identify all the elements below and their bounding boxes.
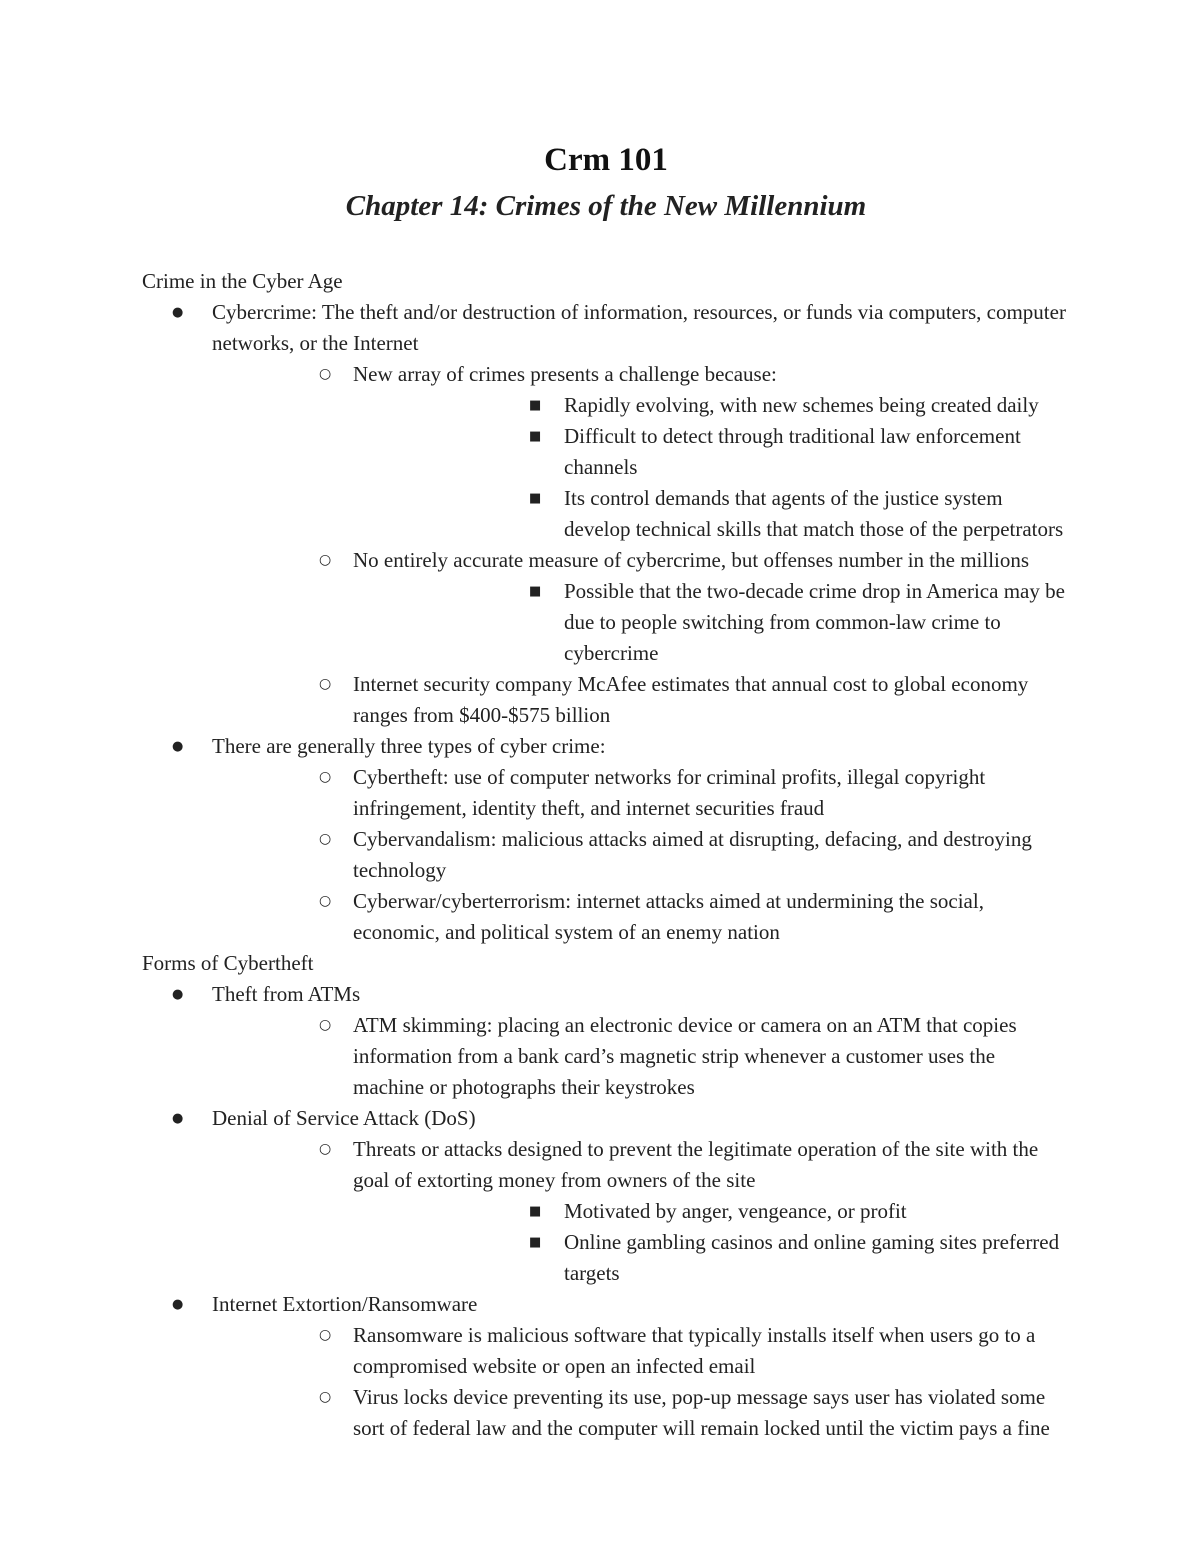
list-item-level-2: [282, 359, 1070, 545]
list-item-level-1: [142, 1103, 1070, 1289]
list-item-level-3: [494, 483, 1070, 545]
hollow-circle-bullet-icon: ○: [319, 676, 332, 692]
list-item-level-2: [282, 669, 1070, 731]
list-item-level-2: [282, 1134, 1070, 1289]
list-item-level-2: [282, 1382, 1070, 1444]
hollow-circle-bullet-icon: ○: [319, 769, 332, 785]
list-item-text: New array of crimes presents a challenge because:: [353, 362, 777, 386]
hollow-circle-bullet-icon: ○: [319, 552, 332, 568]
section-heading: Crime in the Cyber Age: [142, 269, 343, 293]
hollow-circle-bullet-icon: ○: [319, 1327, 332, 1343]
list-item-text: There are generally three types of cyber crime:: [212, 734, 606, 758]
hollow-circle-bullet-icon: ○: [319, 366, 332, 382]
list-item-text: Cybertheft: use of computer networks for criminal profits, illegal copyright infringement, identity theft, and internet securities fraud: [353, 765, 986, 820]
list-item-text: Theft from ATMs: [212, 982, 361, 1006]
list-item-level-2: [282, 545, 1070, 669]
hollow-circle-bullet-icon: ○: [319, 831, 332, 847]
document-title: Crm 101: [544, 142, 668, 178]
bullet-list-level-3: [353, 576, 1070, 669]
list-item-text: Possible that the two-decade crime drop in America may be due to people switching from common-law crime to cybercrime: [564, 579, 1065, 665]
filled-circle-bullet-icon: ●: [172, 739, 184, 754]
list-item-level-1: [142, 1289, 1070, 1444]
filled-circle-bullet-icon: ●: [172, 1297, 184, 1312]
list-item-level-2: [282, 1320, 1070, 1382]
list-item-text: Online gambling casinos and online gaming sites preferred targets: [564, 1230, 1060, 1285]
filled-circle-bullet-icon: ●: [172, 1111, 184, 1126]
square-bullet-icon: ■: [529, 1235, 542, 1250]
square-bullet-icon: ■: [529, 1204, 542, 1219]
list-item-level-1: [142, 731, 1070, 948]
bullet-list-level-2: [212, 762, 1070, 948]
list-item-text: Ransomware is malicious software that typically installs itself when users go to a compromised website or open an infected email: [353, 1323, 1036, 1378]
list-item-text: Internet Extortion/Ransomware: [212, 1292, 478, 1316]
list-item-text: Cyberwar/cyberterrorism: internet attacks aimed at undermining the social, economic, and political system of an enemy nation: [353, 889, 984, 944]
hollow-circle-bullet-icon: ○: [319, 893, 332, 909]
list-item-text: Internet security company McAfee estimates that annual cost to global economy ranges from $400-$575 billion: [353, 672, 1029, 727]
list-item-text: Rapidly evolving, with new schemes being created daily: [564, 393, 1039, 417]
list-item-level-2: [282, 762, 1070, 824]
document-subtitle: Chapter 14: Crimes of the New Millennium: [345, 190, 867, 222]
square-bullet-icon: ■: [529, 398, 542, 413]
list-item-text: Difficult to detect through traditional law enforcement channels: [564, 424, 1021, 479]
square-bullet-icon: ■: [529, 584, 542, 599]
list-item-text: ATM skimming: placing an electronic device or camera on an ATM that copies information from a bank card’s magnetic strip whenever a customer uses the machine or photographs their keystrokes: [353, 1013, 1017, 1099]
square-bullet-icon: ■: [529, 491, 542, 506]
bullet-list-level-2: [212, 1010, 1070, 1103]
list-item-level-2: [282, 824, 1070, 886]
list-item-level-3: [494, 421, 1070, 483]
list-item-level-3: [494, 390, 1070, 421]
list-item-text: Motivated by anger, vengeance, or profit: [564, 1199, 907, 1223]
list-item-text: Its control demands that agents of the justice system develop technical skills that match those of the perpetrators: [564, 486, 1064, 541]
list-item-text: Virus locks device preventing its use, pop-up message says user has violated some sort of federal law and the computer will remain locked until the victim pays a fine: [353, 1385, 1050, 1440]
section-heading: Forms of Cybertheft: [142, 951, 314, 975]
list-item-level-3: [494, 576, 1070, 669]
hollow-circle-bullet-icon: ○: [319, 1141, 332, 1157]
bullet-list-level-3: [353, 390, 1070, 545]
bullet-list-level-2: [212, 1320, 1070, 1444]
bullet-list-level-2: [212, 359, 1070, 731]
list-item-text: Denial of Service Attack (DoS): [212, 1106, 476, 1130]
bullet-list-level-1: [142, 297, 1070, 948]
list-item-text: No entirely accurate measure of cybercrime, but offenses number in the millions: [353, 548, 1030, 572]
bullet-list-level-3: [353, 1196, 1070, 1289]
list-item-level-1: [142, 297, 1070, 731]
square-bullet-icon: ■: [529, 429, 542, 444]
list-item-level-2: [282, 1010, 1070, 1103]
list-item-level-1: [142, 979, 1070, 1103]
list-item-level-3: [494, 1227, 1070, 1289]
list-item-text: Cybervandalism: malicious attacks aimed at disrupting, defacing, and destroying technology: [353, 827, 1032, 882]
list-item-text: Threats or attacks designed to prevent the legitimate operation of the site with the goal of extorting money from owners of the site: [353, 1137, 1039, 1192]
document-body: [142, 266, 1070, 1444]
hollow-circle-bullet-icon: ○: [319, 1017, 332, 1033]
bullet-list-level-1: [142, 979, 1070, 1444]
filled-circle-bullet-icon: ●: [172, 305, 184, 320]
hollow-circle-bullet-icon: ○: [319, 1389, 332, 1405]
list-item-level-3: [494, 1196, 1070, 1227]
bullet-list-level-2: [212, 1134, 1070, 1289]
list-item-text: Cybercrime: The theft and/or destruction of information, resources, or funds via computers, computer networks, or the Internet: [212, 300, 1066, 355]
list-item-level-2: [282, 886, 1070, 948]
filled-circle-bullet-icon: ●: [172, 987, 184, 1002]
